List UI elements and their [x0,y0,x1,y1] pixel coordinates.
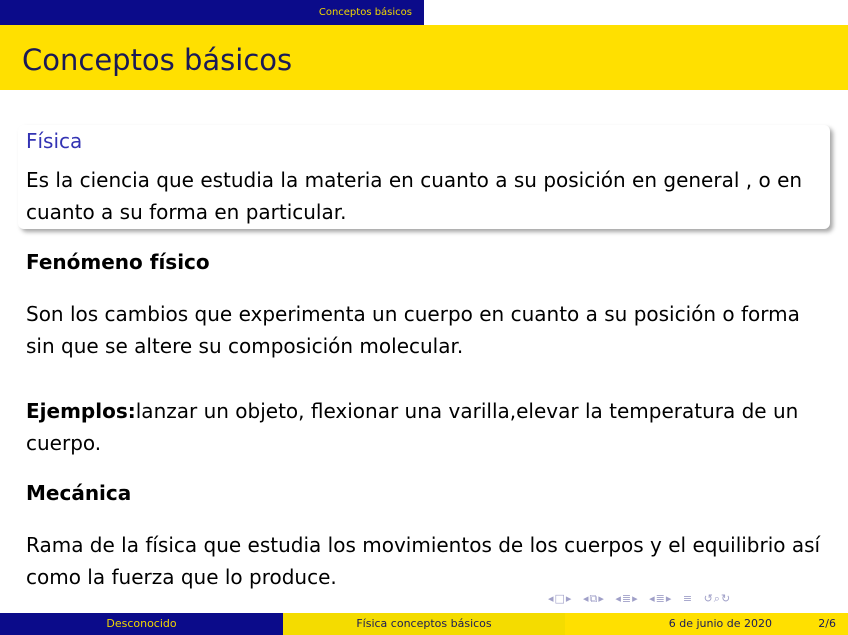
fenomeno-heading: Fenómeno físico [26,250,210,274]
section-title-link[interactable]: Conceptos básicos [0,0,424,25]
footer-date-area [565,613,848,635]
section-nav-icon[interactable]: ◂≣▸ [615,592,639,605]
footer-author: Desconocido [0,613,283,635]
footer-date: 6 de junio de 2020 [668,617,772,630]
examples-paragraph [26,395,826,459]
fenomeno-text: Son los cambios que experimenta un cuerpo en cuanto a su posición o forma sin que se altere su composición molecular. [26,302,800,358]
block-title: Física [26,129,83,153]
footer-bar [0,613,848,635]
doc-nav-icon[interactable]: ◂≣▸ [649,592,673,605]
frame-prev-icon[interactable]: ◂□▸ [548,592,573,605]
mecanica-text: Rama de la física que estudia los movimientos de los cuerpos y el equilibrio así como la fuerza que lo produce. [26,533,821,589]
block-body: Es la ciencia que estudia la materia en cuanto a su posición en general , o en cuanto a su forma en particular. [26,168,803,224]
search-icon[interactable]: ↺⌕↻ [703,592,732,605]
top-navigation-bar [0,0,848,25]
page-number: 2/6 [818,617,836,630]
mecanica-heading: Mecánica [26,481,132,505]
examples-text: lanzar un objeto, flexionar una varilla,elevar la temperatura de un cuerpo. [26,399,799,455]
subsection-nav-icon[interactable]: ◂⧉▸ [582,592,605,605]
definition-block [18,125,830,229]
footer-short-title: Física conceptos básicos [283,613,565,635]
frame-title: Conceptos básicos [22,43,293,77]
frame-title-bar [0,25,848,90]
examples-label: Ejemplos: [26,399,136,423]
align-icon[interactable]: ≡ [682,592,694,605]
navigation-symbols [548,592,737,608]
